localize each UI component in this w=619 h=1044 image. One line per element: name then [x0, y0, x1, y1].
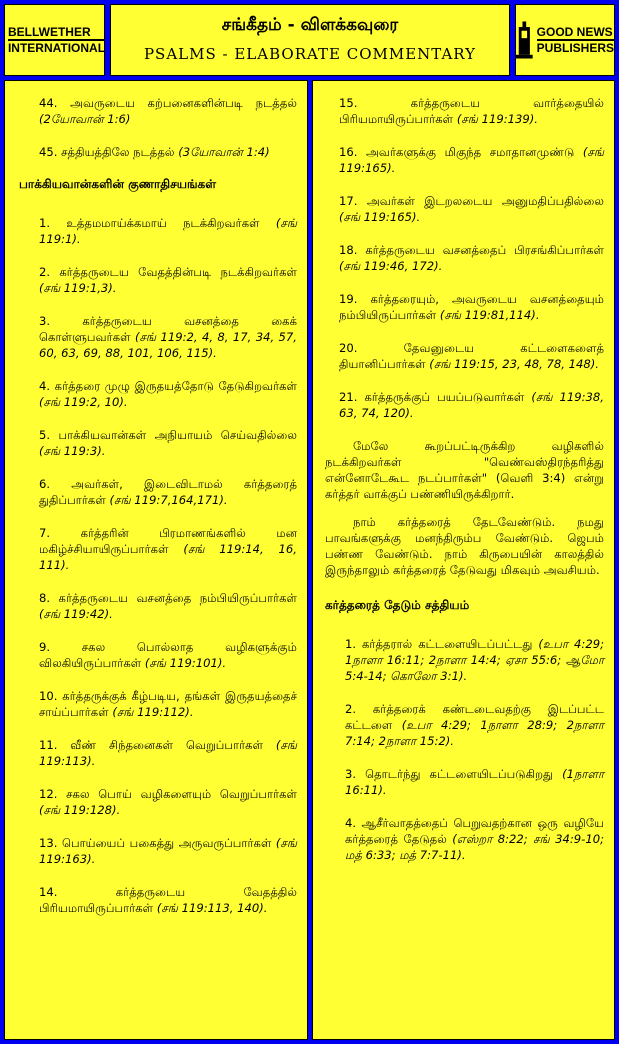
scripture-reference: (சங் 119:101).: [141, 656, 227, 670]
item-text: கர்த்தருடைய வசனத்தைப் பிரசங்கிப்பார்கள்: [365, 243, 604, 257]
item-number: 11.: [39, 738, 58, 752]
scripture-reference: (சங் 119:2, 4, 8, 17, 34, 57, 60, 63, 69, 88, 101, 106, 115).: [39, 330, 297, 360]
left-column: [4, 80, 308, 1040]
page-header: [110, 4, 510, 76]
item-number: 12.: [39, 787, 58, 801]
list-item: [39, 264, 297, 296]
item-text: கர்த்தருக்குப் பயப்படுவார்கள்: [364, 390, 525, 404]
list-item: [39, 427, 297, 459]
item-number: 20.: [339, 341, 358, 355]
item-text: கர்த்தருடைய வசனத்தை கைக் கொள்ளுபவர்கள்: [39, 314, 297, 344]
scripture-reference: (சங் 119:128).: [39, 803, 121, 817]
list-item: [39, 313, 297, 361]
section-heading: பாக்கியவான்களின் குணாதிசயங்கள்: [19, 177, 217, 191]
scripture-reference: (2யோவான் 1:6): [39, 112, 131, 126]
title-tamil: சங்கீதம் - விளக்கவுரை: [221, 15, 399, 35]
list-item: [339, 340, 604, 372]
logo-line: INTERNATIONAL: [7, 41, 106, 55]
item-text: கர்த்தருக்குக் கீழ்படிய, தங்கள் இருதயத்தைச் சாய்ப்பார்கள்: [39, 689, 298, 719]
item-number: 6.: [39, 477, 51, 491]
item-text: சத்தியத்திலே நடத்தல்: [61, 145, 175, 159]
list-item: [339, 193, 604, 225]
list-item: [39, 95, 297, 127]
list-item: [339, 242, 604, 274]
scripture-reference: (சங் 119:139).: [453, 112, 538, 126]
item-text: பாக்கியவான்கள் அநியாயம் செய்வதில்லை: [58, 428, 297, 442]
item-number: 21.: [339, 390, 358, 404]
item-number: 4.: [39, 379, 51, 393]
scripture-reference: (சங் 119:113, 140).: [153, 901, 268, 915]
item-number: 5.: [39, 428, 51, 442]
scripture-reference: (சங் 119:46, 172).: [339, 259, 443, 273]
section-heading: கர்த்தரைத் தேடும் சத்தியம்: [325, 598, 470, 612]
item-number: 8.: [39, 591, 51, 605]
item-text: கர்த்தரைக் கண்டடைவதற்கு இடப்பட்ட கட்டளை: [345, 702, 605, 732]
scripture-reference: (சங் 119:3).: [39, 444, 106, 458]
item-text: ஆசீர்வாதத்தைப் பெறுவதற்கான ஒரு வழியே கர்த்தரைத் தேடுதல்: [345, 816, 605, 846]
item-text: உத்தமமாய்க்கமாய் நடக்கிறவர்கள்: [66, 216, 260, 230]
item-number: 17.: [339, 194, 358, 208]
item-number: 4.: [345, 816, 357, 830]
good-news-logo: [515, 4, 615, 76]
item-text: கர்த்தரை முழு இருதயத்தோடு தேடுகிறவர்கள்: [54, 379, 297, 393]
scripture-reference: (சங் 119:81,114).: [436, 308, 540, 322]
item-text: கர்த்தருடைய வார்த்தையில் பிரியமாயிருப்பார்கள்: [339, 96, 604, 126]
item-number: 44.: [39, 96, 58, 110]
item-text: கர்த்தருடைய வசனத்தை நம்பியிருப்பார்கள்: [58, 591, 297, 605]
list-item: [339, 95, 604, 127]
bell-tower-icon: [516, 20, 533, 60]
scripture-reference: (1நாளா 16:11).: [345, 767, 605, 797]
paragraph: மேலே கூறப்பட்டிருக்கிற வழிகளில் நடக்கிறவர்கள் "வெண்வஸ்திரந்தரித்து என்னோடேகூட நடப்பார்கள்" (வெளி 3:4) என்று கர்த்தர் வாக்குப் பண்ணியிருக்கிறார்.: [325, 439, 604, 501]
item-text: கர்த்தரையும், அவருடைய வசனத்தையும் நம்பியிருப்பார்கள்: [339, 292, 604, 322]
item-text: பொய்யைப் பகைத்து அருவருப்பார்கள்: [61, 836, 272, 850]
item-text: அவருடைய கற்பனைகளின்படி நடத்தல்: [70, 96, 298, 110]
list-item: [39, 639, 297, 671]
scripture-reference: (சங் 119:163).: [39, 836, 297, 866]
item-number: 2.: [39, 265, 51, 279]
list-item: [339, 291, 604, 323]
list-item: [39, 688, 297, 720]
item-text: கர்த்தருடைய வேதத்தில் பிரியமாயிருப்பார்கள்: [39, 885, 297, 915]
item-number: 15.: [339, 96, 358, 110]
logo-line: GOOD NEWS: [536, 25, 613, 39]
item-text: சகல பொல்லாத வழிகளுக்கும் விலகியிருப்பார்கள்: [39, 640, 297, 670]
item-number: 3.: [39, 314, 51, 328]
scripture-reference: (சங் 119:14, 16, 111).: [39, 542, 297, 572]
list-item: [39, 215, 297, 247]
list-item: [39, 525, 297, 573]
scripture-reference: (உபா 4:29; 1நாளா 16:11; 2நாளா 14:4; ஏசா 55:6; ஆமோ 5:4-14; கொலோ 3:1).: [345, 637, 604, 683]
paragraph: நாம் கர்த்தரைத் தேடவேண்டும். நமது பாவங்களுக்கு மனந்திரும்ப வேண்டும். ஜெபம் பண்ண வேண்டும். நாம் கிருபையின் காலத்தில் இருந்தாலும் கர்த்தரைத் தேடுவது மிகவும் அவசியம்.: [325, 515, 604, 577]
item-number: 9.: [39, 640, 51, 654]
item-text: அவர்கள் இடறலடைய அனுமதிப்பதில்லை: [366, 194, 604, 208]
item-text: தொடர்ந்து கட்டளையிடப்படுகிறது: [365, 767, 554, 781]
list-item: [39, 590, 297, 622]
scripture-reference: (சங் 119:1,3).: [39, 281, 117, 295]
item-number: 18.: [339, 243, 358, 257]
list-item: [345, 636, 604, 684]
item-number: 2.: [345, 702, 357, 716]
list-item: [39, 835, 297, 867]
item-number: 1.: [39, 216, 51, 230]
list-item: [39, 884, 297, 916]
scripture-reference: (3யோவான் 1:4): [174, 145, 270, 159]
scripture-reference: (சங் 119:2, 10).: [39, 395, 128, 409]
scripture-reference: (சங் 119:7,164,171).: [105, 493, 228, 507]
list-item: [39, 378, 297, 410]
scripture-reference: (சங் 119:113).: [39, 738, 297, 768]
list-item: [345, 766, 604, 798]
item-number: 19.: [339, 292, 358, 306]
logo-line: BELLWETHER: [8, 25, 105, 41]
right-column: [312, 80, 615, 1040]
scripture-reference: (சங் 119:165).: [339, 210, 421, 224]
logo-line: PUBLISHERS: [536, 41, 614, 55]
list-item: [339, 389, 604, 421]
scripture-reference: (சங் 119:112).: [108, 705, 194, 719]
item-text: வீண் சிந்தனைகள் வெறுப்பார்கள்: [70, 738, 264, 752]
item-number: 16.: [339, 145, 358, 159]
item-number: 10.: [39, 689, 58, 703]
list-item: [39, 737, 297, 769]
item-text: அவர்கள், இடைவிடாமல் கர்த்தரைத் துதிப்பார்கள்: [39, 477, 298, 507]
list-item: [345, 815, 604, 863]
list-item: [39, 476, 297, 508]
scripture-reference: (சங் 119:165).: [339, 145, 604, 175]
bellwether-logo: [4, 4, 105, 76]
title-english: PSALMS - ELABORATE COMMENTARY: [143, 45, 477, 63]
item-text: தேவனுடைய கட்டளைகளைத் தியானிப்பார்கள்: [339, 341, 604, 371]
scripture-reference: (உபா 4:29; 1நாளா 28:9; 2நாளா 7:14; 2நாளா 15:2).: [345, 718, 604, 748]
item-text: சகல பொய் வழிகளையும் வெறுப்பார்கள்: [66, 787, 297, 801]
scripture-reference: (சங் 119:42).: [39, 607, 113, 621]
scripture-reference: (சங் 119:1).: [39, 216, 297, 246]
list-item: [345, 701, 604, 749]
item-number: 45.: [39, 145, 58, 159]
item-number: 7.: [39, 526, 51, 540]
item-text: கர்த்தரால் கட்டளையிடப்பட்டது: [362, 637, 533, 651]
item-text: கர்த்தரின் பிரமாணங்களில் மன மகிழ்ச்சியாயிருப்பார்கள்: [39, 526, 297, 556]
item-number: 13.: [39, 836, 58, 850]
list-item: [39, 144, 297, 160]
scripture-reference: (சங் 119:38, 63, 74, 120).: [339, 390, 604, 420]
scripture-reference: (சங் 119:15, 23, 48, 78, 148).: [425, 357, 599, 371]
list-item: [39, 786, 297, 818]
item-number: 1.: [345, 637, 357, 651]
list-item: [339, 144, 604, 176]
item-text: கர்த்தருடைய வேதத்தின்படி நடக்கிறவர்கள்: [59, 265, 297, 279]
item-number: 3.: [345, 767, 357, 781]
scripture-reference: (எஸ்றா 8:22; சங் 34:9-10; மத் 6:33; மத் 7:7-11).: [345, 832, 604, 862]
item-text: அவர்களுக்கு மிகுந்த சமாதானமுண்டு: [365, 145, 575, 159]
item-number: 14.: [39, 885, 58, 899]
